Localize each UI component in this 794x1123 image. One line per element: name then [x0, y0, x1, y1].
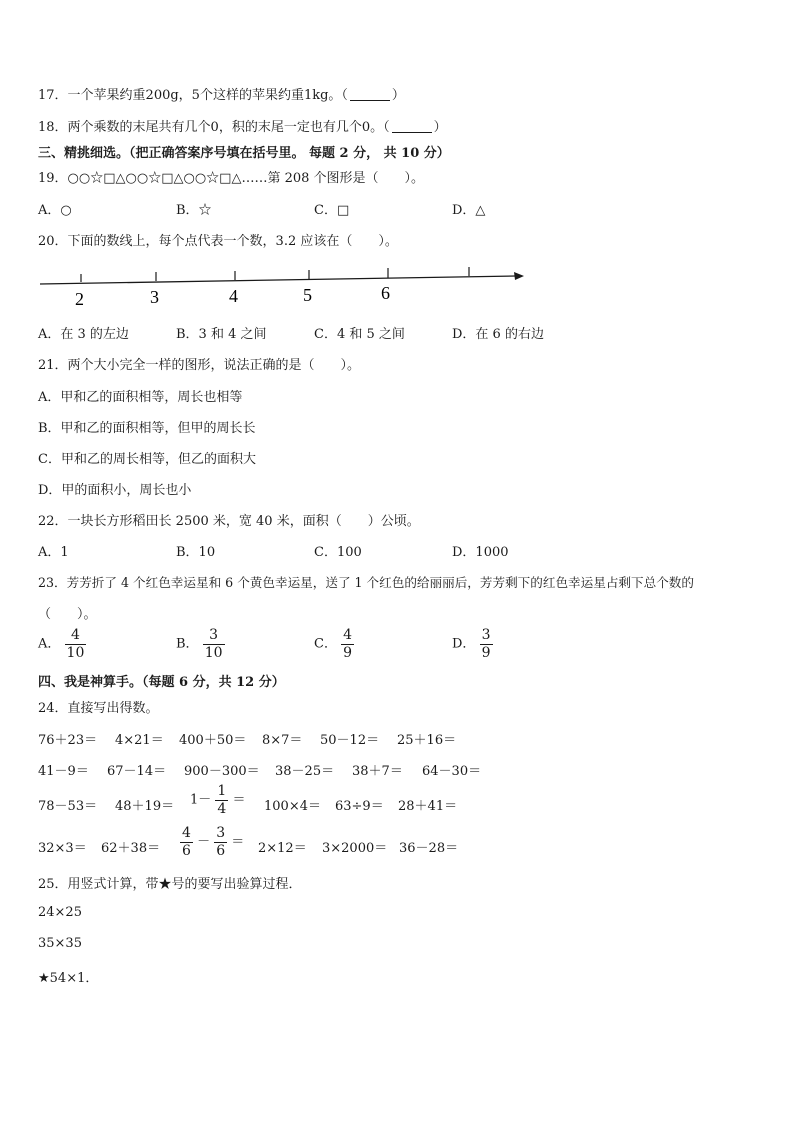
question-17 [38, 84, 405, 103]
calc-item: 78－53＝ [38, 799, 98, 814]
question-24: 24．直接写出得数。 [38, 701, 159, 716]
option-c[interactable]: C．甲和乙的周长相等，但乙的面积大 [38, 452, 256, 467]
tick-label: 5 [303, 285, 312, 305]
option-a[interactable]: A．在 3 的左边 [38, 327, 129, 342]
question-17-paren: ） [391, 88, 405, 103]
calc-item: 62＋38＝ [101, 841, 161, 856]
option-letter: D． [452, 636, 476, 652]
numerator: 1 [217, 783, 227, 799]
section-4-heading: 四、我是神算手。（每题 6 分，共 12 分） [38, 675, 285, 690]
calc-item: 76＋23＝ [38, 733, 98, 748]
option-c[interactable]: C．4 和 5 之间 [314, 327, 405, 342]
question-25: 25．用竖式计算，带★号的要写出验算过程． [38, 877, 302, 892]
question-23: 23．芳芳折了 4 个红色幸运星和 6 个黄色幸运星，送了 1 个红色的给丽丽后，芳芳剩下的红色幸运星占剩下总个数的 [38, 575, 694, 590]
denominator: 6 [216, 842, 226, 859]
calc-item: 32×3＝ [38, 841, 87, 856]
calc-text: ＝ [231, 834, 245, 850]
fraction [65, 628, 87, 660]
numerator: 4 [70, 627, 80, 643]
fraction [180, 826, 193, 858]
calc-item: 64－30＝ [422, 764, 482, 779]
option-d[interactable]: D．在 6 的右边 [452, 327, 544, 342]
calc-item: 50－12＝ [320, 733, 380, 748]
option-d[interactable]: D．△ [452, 203, 486, 218]
calc-item: 900－300＝ [184, 764, 260, 779]
number-line-axis [40, 276, 516, 284]
calc-item: 8×7＝ [262, 733, 303, 748]
fraction [203, 628, 225, 660]
calc-text: ＝ [232, 792, 246, 808]
option-b[interactable]: B．10 [176, 545, 216, 560]
question-17-text: 17．一个苹果约重200g，5个这样的苹果约重1kg。（ [38, 88, 348, 103]
numerator: 3 [209, 627, 219, 643]
option-letter: C． [314, 636, 337, 652]
option-letter: A． [38, 636, 61, 652]
denominator: 10 [204, 644, 223, 661]
calc-item: 38－25＝ [275, 764, 335, 779]
calc-operator: － [197, 834, 211, 850]
answer-blank-18[interactable] [392, 120, 432, 133]
numerator: 4 [182, 825, 191, 841]
question-18 [38, 116, 447, 135]
denominator: 4 [217, 800, 227, 817]
calc-item-fraction [180, 826, 244, 858]
calc-item: 67－14＝ [107, 764, 167, 779]
option-letter: B． [176, 636, 199, 652]
calc-item: 63÷9＝ [335, 799, 384, 814]
calc-item: 38＋7＝ [352, 764, 403, 779]
question-21: 21．两个大小完全一样的图形，说法正确的是（ ）。 [38, 358, 361, 373]
calc-item-fraction [190, 784, 246, 816]
tick-label: 4 [229, 286, 238, 306]
calc-item: 400＋50＝ [179, 733, 247, 748]
option-a[interactable]: A．1 [38, 545, 69, 560]
calc-item: 100×4＝ [264, 799, 321, 814]
numerator: 3 [481, 627, 491, 643]
calc-item: 4×21＝ [115, 733, 164, 748]
question-22: 22．一块长方形稻田长 2500 米，宽 40 米，面积（ ）公顷。 [38, 514, 420, 529]
option-b[interactable]: B．甲和乙的面积相等，但甲的周长长 [38, 421, 256, 436]
option-d[interactable] [452, 628, 493, 660]
section-3-heading: 三、精挑细选。（把正确答案序号填在括号里。 每题 2 分， 共 10 分） [38, 146, 450, 161]
answer-blank-17[interactable] [350, 88, 390, 101]
denominator: 10 [66, 644, 85, 661]
question-20: 20．下面的数线上，每个点代表一个数，3.2 应该在（ ）。 [38, 234, 398, 249]
fraction [214, 826, 227, 858]
question-19: 19．○○☆□△○○☆□△○○☆□△……第 208 个图形是（ ）。 [38, 171, 425, 186]
numerator: 4 [343, 627, 353, 643]
denominator: 9 [343, 644, 353, 661]
option-a[interactable]: A．○ [38, 203, 72, 218]
question-18-text: 18．两个乘数的末尾共有几个0，积的末尾一定也有几个0。（ [38, 120, 390, 135]
denominator: 6 [182, 842, 191, 859]
calc-item: 2×12＝ [258, 841, 307, 856]
tick-label: 3 [150, 287, 159, 307]
fraction [341, 628, 354, 660]
fraction [480, 628, 493, 660]
option-a[interactable] [38, 628, 86, 660]
calc-text: 1－ [190, 792, 212, 808]
option-b[interactable] [176, 628, 225, 660]
calc-item: 28＋41＝ [398, 799, 458, 814]
vertical-calc-item: 24×25 [38, 905, 82, 920]
question-23-paren: （ ）。 [38, 607, 97, 622]
vertical-calc-item: 35×35 [38, 936, 82, 951]
option-a[interactable]: A．甲和乙的面积相等，周长也相等 [38, 390, 243, 405]
number-line-arrow [514, 272, 524, 280]
vertical-calc-item-starred: ★54×1． [38, 971, 99, 986]
numerator: 3 [216, 825, 226, 841]
fraction [215, 784, 228, 816]
calc-item: 48＋19＝ [115, 799, 175, 814]
tick-label: 6 [381, 283, 390, 303]
calc-item: 41－9＝ [38, 764, 89, 779]
option-d[interactable]: D．甲的面积小，周长也小 [38, 483, 192, 498]
option-b[interactable]: B．☆ [176, 203, 212, 218]
calc-item: 3×2000＝ [322, 841, 388, 856]
option-b[interactable]: B．3 和 4 之间 [176, 327, 267, 342]
calc-item: 25＋16＝ [397, 733, 457, 748]
calc-item: 36－28＝ [399, 841, 459, 856]
question-18-paren: ） [433, 120, 447, 135]
denominator: 9 [481, 644, 491, 661]
number-line [36, 264, 530, 310]
option-c[interactable]: C．100 [314, 545, 362, 560]
option-c[interactable]: C．□ [314, 203, 350, 218]
tick-label: 2 [75, 289, 84, 309]
option-c[interactable] [314, 628, 354, 660]
option-d[interactable]: D．1000 [452, 545, 509, 560]
